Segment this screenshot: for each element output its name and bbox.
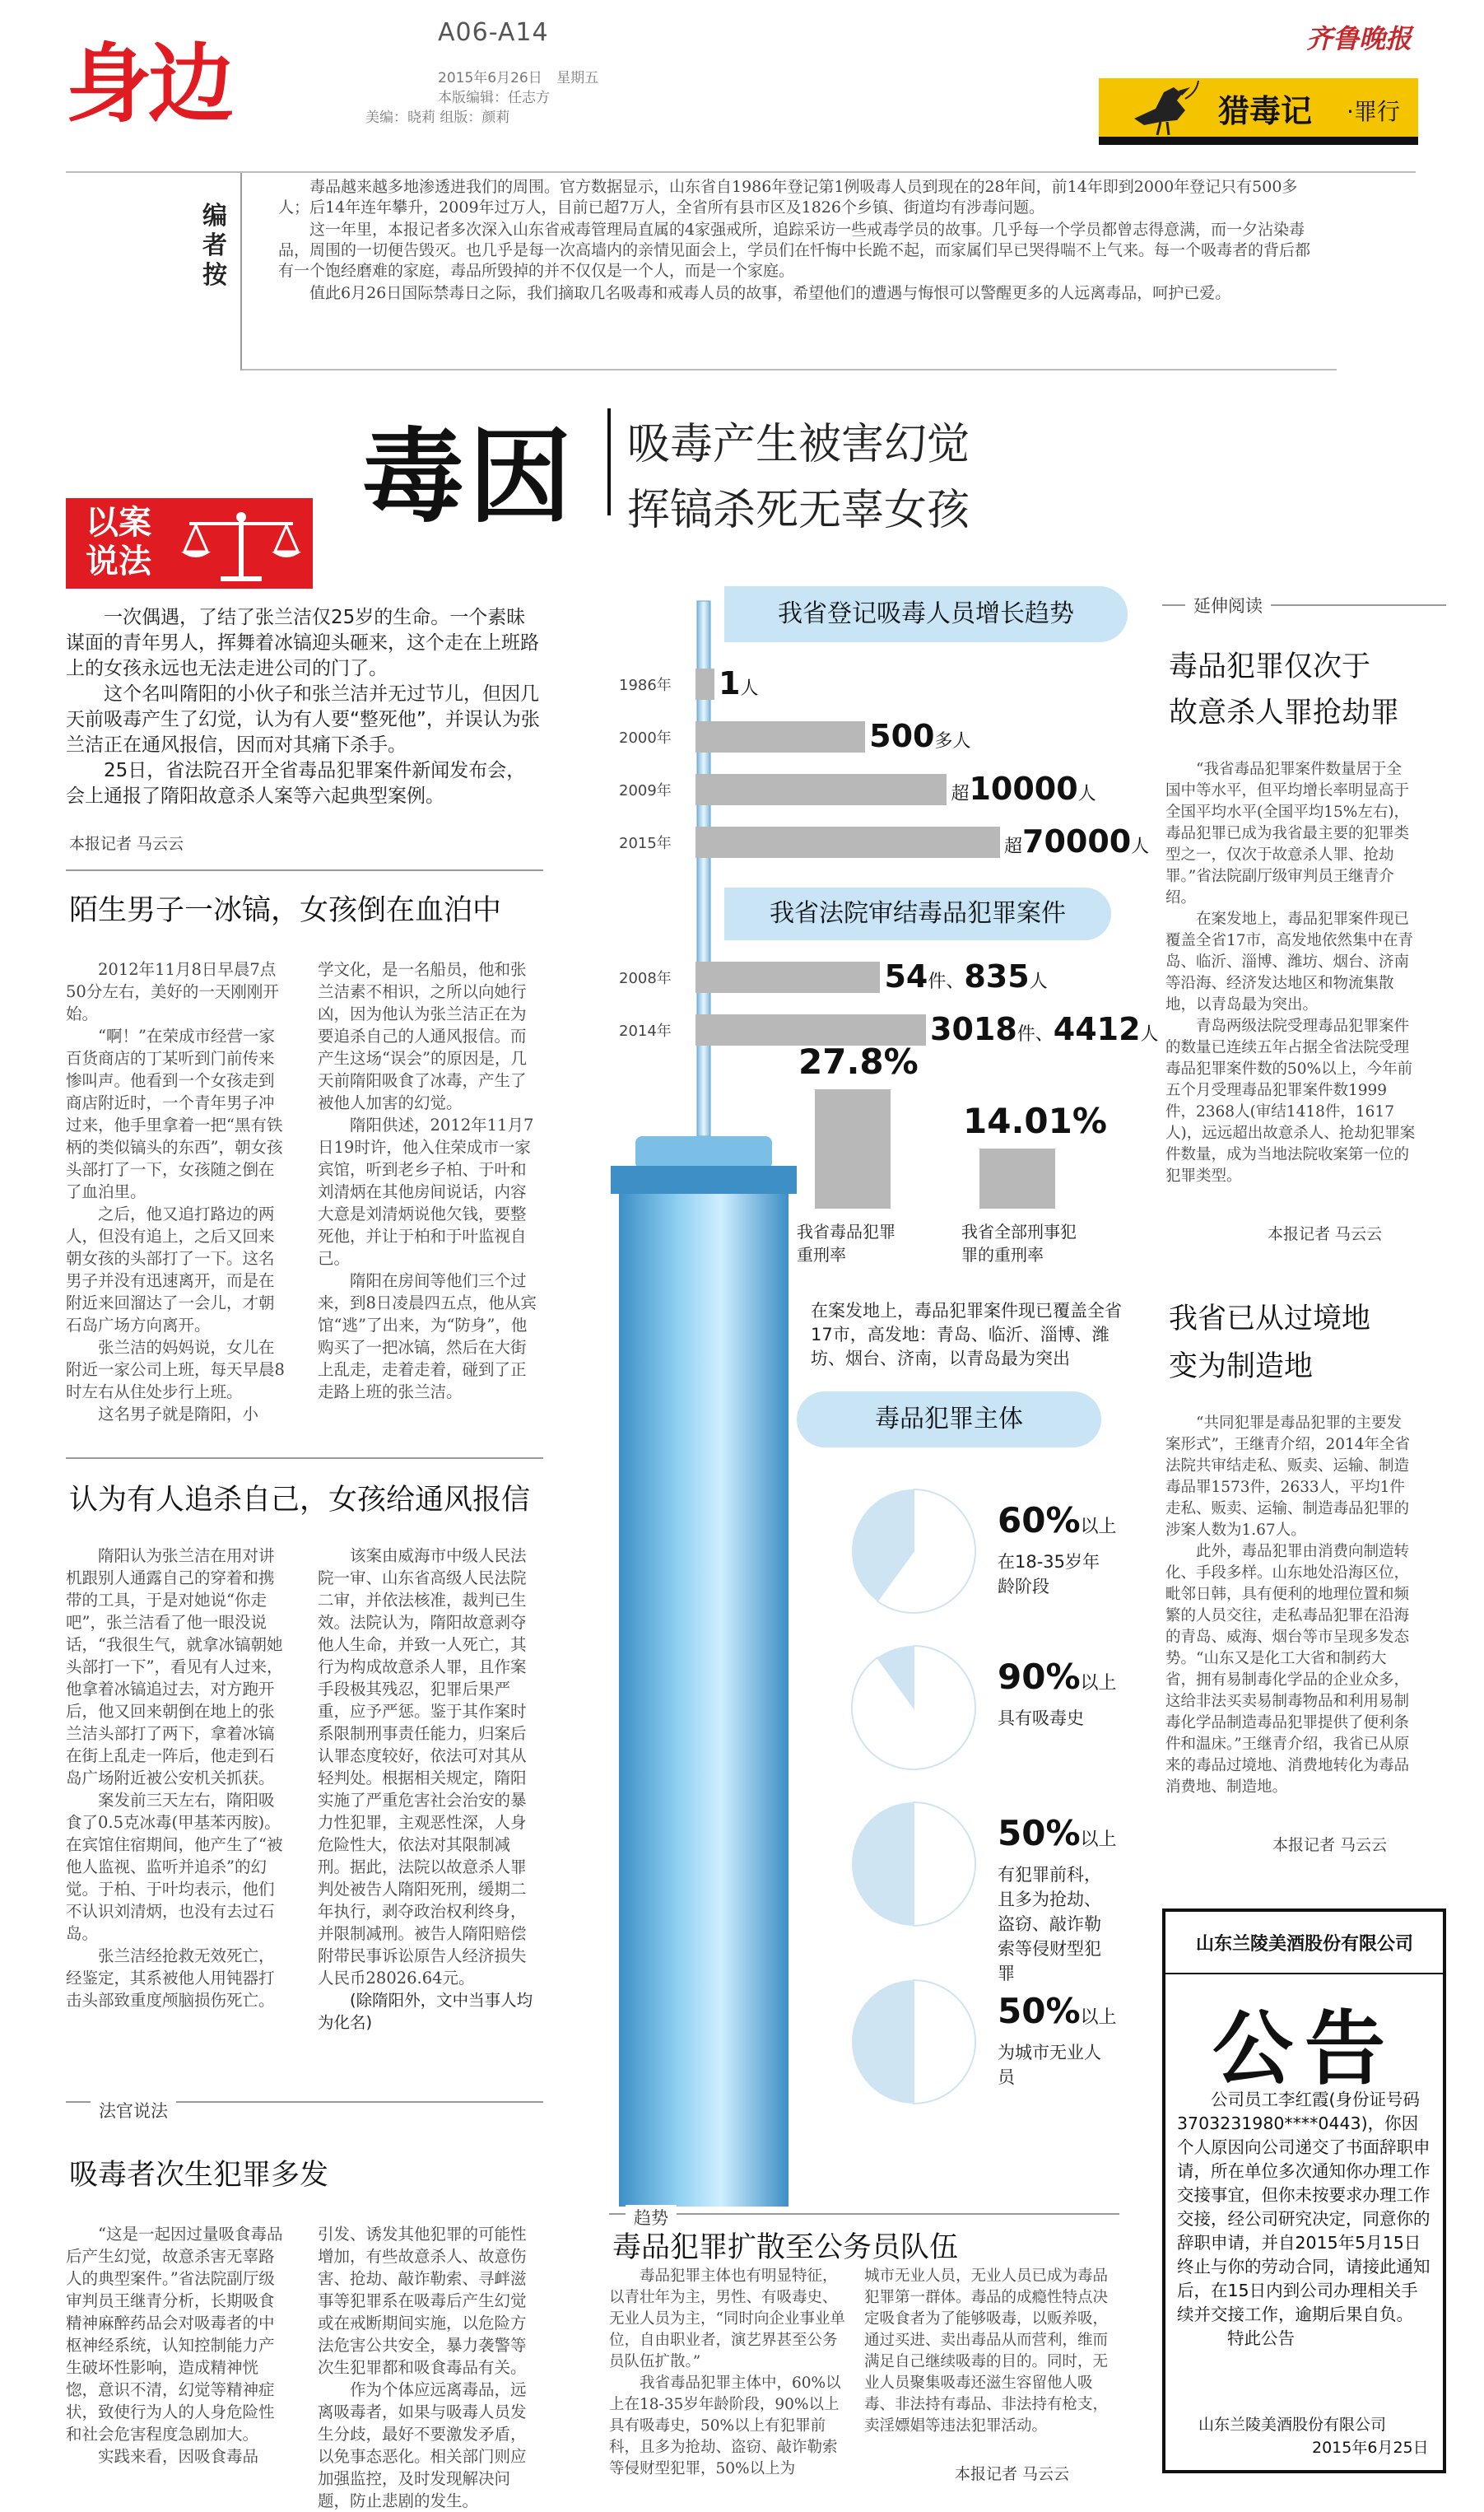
pct-number: 90% [998,1657,1081,1697]
paragraph: 实践来看，因吸食毒品 [98,2447,259,2466]
sidebar-tag: 延伸阅读 [1185,593,1271,618]
paragraph: 张兰洁经抢救无效死亡，经鉴定，其系被他人用钝器打击头部致重度颅脑损伤死亡。 [66,1946,275,2010]
paragraph: “共同犯罪是毒品犯罪的主要发案形式”，王继青介绍，2014年全省法院共审结走私、贩卖、运输、制造毒品罪1573件，2633人，平均1件走私、贩卖、运输、制造毒品犯罪的涉案人数为1.67人。 [1165,1414,1411,1539]
sidebar-heading-2a: 我省已从过境地 [1169,1303,1371,1335]
rate-label: 我省全部刑事犯罪的重刑率 [961,1222,1077,1265]
paragraph: 引发、诱发其他犯罪的可能性增加，有些故意杀人、故意伤害、抢劫、敲诈勒索、寻衅滋事等犯罪系在吸毒后产生幻觉或在戒断期间实施，以危险方法危害公共安全，暴力袭警等次生犯罪都和吸食毒品有关。 [318,2225,527,2377]
paragraph: 这名男子就是隋阳，小 [98,1405,259,1424]
subject-value [998,1813,1117,1853]
headline-sub-1: 吸毒产生被害幻觉 [627,420,970,469]
announcement-text: 公司员工李红霞(身份证号码3703231980****0443)，你因个人原因向公司递交了书面辞职申请，所在单位多次通知你办理工作交接事宜，但你未按要求办理工作交接，经公司研究决定，同意你的辞职申请，并自2015年5月15日终止与你的劳动合同，请接此通知后，在15日内到公司办理相关手续并交接工作，逾期后果自负。 [1177,2090,1431,2324]
intro-paragraph: 一次偶遇，了结了张兰洁仅25岁的生命。一个素昧谋面的青年男人，挥舞着冰镐迎头砸来，这个走在上班路上的女孩永远也无法走进公司的门了。 [66,607,539,679]
value-number: 3018 [930,1011,1017,1047]
pct-suffix: 以上 [1080,1673,1117,1694]
section-logo: 身边 [66,34,231,134]
paragraph: 之后，他又追打路边的两人，但没有追上，之后又回来朝女孩的头部打了一下。这名男子并没有迅速离开，而是在附近来回溜达了一会儿，才朝石岛广场方向离开。 [66,1205,275,1335]
intro-paragraph: 这个名叫隋阳的小伙子和张兰洁并无过节儿，但因几天前吸毒产生了幻觉，认为有人要“整死他”，并误认为张兰洁正在通风报信，因而对其痛下杀手。 [66,683,540,756]
section1-heading: 陌生男子一冰镐，女孩倒在血泊中 [69,894,502,927]
paragraph: 毒品犯罪主体也有明显特征，以青壮年为主，男性、有吸毒史、无业人员为主，“同时向企业事业单位，自由职业者，演艺界甚至公务员队伍扩散。” [609,2267,845,2370]
pct-number: 60% [998,1500,1081,1540]
scales-icon [179,510,303,585]
year-label: 2000年 [619,729,672,747]
headline-sub-2: 挥镐杀死无辜女孩 [627,486,970,535]
intro [66,605,543,809]
pct-number: 50% [998,1991,1081,2031]
value-number: 10000 [969,771,1078,807]
chart-title-subjects: 毒品犯罪主体 [797,1391,1101,1447]
subject-pie [844,1972,984,2112]
paragraph: “啊！”在荣成市经营一家百货商店的丁某听到门前传来惨叫声。他看到一个女孩走到商店附近时，一个青年男子冲过来，他手里拿着一把“黑有铁柄的类似镐头的东西”，朝女孩头部打了一下，女孩随之倒在了血泊里。 [66,1027,283,1201]
paragraph: “这是一起因过量吸食毒品后产生幻觉，故意杀害无辜路人的典型案件。”省法院副厅级审判员王继青分析，长期吸食精神麻醉药品会对吸毒者的中枢神经系统，认知控制能力产生破坏性影响，造成精神恍惚，意识不清，幻觉等精神症状，致使行为人的人身危险性和社会危害程度急剧加大。 [66,2225,283,2444]
section3-column-1 [66,2223,286,2468]
trend-column-1 [609,2266,852,2480]
users-bar [695,774,947,805]
pct-suffix: 以上 [1080,1829,1117,1850]
value-unit: 人 [1131,837,1150,857]
value-unit: 多人 [934,731,971,752]
rate-bar [815,1089,891,1209]
pie-slice [914,1802,975,1926]
subject-pie [844,1638,984,1778]
paragraph: 案发前三天左右，隋阳吸食了0.5克冰毒(甲基苯丙胺)。在宾馆住宿期间，他产生了“被他人监视、监听并追杀”的幻觉。于柏、于叶均表示，他们不认识刘清炳，也没有去过石岛。 [66,1791,283,1943]
paragraph: 该案由威海市中级人民法院一审、山东省高级人民法院二审，并依法核准，裁判已生效。法院认为，隋阳故意剥夺他人生命，并致一人死亡，其行为构成故意杀人罪，且作案手段极其残忍，犯罪后果严重，应予严惩。鉴于其作案时系限制刑事责任能力，归案后认罪态度较好，依法可对其从轻判处。根据相关规定，隋阳实施了严重危害社会治安的暴力性犯罪，主观恶性深，人身危险性大，依法对其限制减刑。据此，法院以故意杀人罪判处被告人隋阳死刑，缓期二年执行，剥夺政治权利终身，并限制减刑。被告人隋阳赔偿附带民事诉讼原告人经济损失人民币28026.64元。 [318,1546,527,1988]
issue-date [438,66,598,86]
cases-bar [695,1014,926,1046]
case-badge-label: 以案说法 [86,504,151,580]
pie-slice [852,1646,975,1769]
pct-number: 50% [998,1813,1081,1853]
editor-credit: 本版编辑：任志方 [438,90,550,106]
pct-suffix: 以上 [1080,2007,1117,2028]
paragraph: 隋阳认为张兰洁在用对讲机跟别人通露自己的穿着和携带的工具，于是对她说“你走吧”，张兰洁看了他一眼没说话，“我很生气，就拿冰镐朝她头部打一下”，看见有人过来，他拿着冰镐追过去，对方跑开后，他又回来朝倒在地上的张兰洁头部打了两下，拿着冰镐在街上乱走一阵后，他走到石岛广场附近被公安机关抓获。 [66,1546,283,1787]
value-prefix: 超 [951,784,970,804]
subject-value [998,1500,1117,1540]
bird-icon [1128,76,1202,137]
subject-value [998,1991,1117,2031]
sidebar-body-2 [1165,1413,1417,1798]
trend-tag: 趋势 [626,2205,677,2230]
value-number: 4412 [1053,1011,1141,1047]
sidebar-heading-1b: 故意杀人罪抢劫罪 [1169,697,1400,729]
sidebar-heading-1a: 毒品犯罪仅次于 [1169,650,1371,683]
subject-pie [844,1794,984,1934]
value-number: 54 [884,958,928,995]
announcement-title: 公告 [1212,2002,1397,2096]
value-number: 1 [718,665,741,701]
subject-desc: 有犯罪前科，且多为抢劫、盗窃、敲诈勒索等侵财型犯罪 [998,1865,1101,1983]
section3-heading: 吸毒者次生犯罪多发 [69,2159,329,2192]
sidebar-byline-2: 本报记者 马云云 [1272,1836,1388,1854]
users-value-label [869,718,970,754]
section2-heading: 认为有人追杀自己，女孩给通风报信 [69,1484,531,1517]
section3-tag: 法官说法 [91,2098,176,2123]
subject-value [998,1657,1117,1697]
editor-note-paragraph: 值此6月26日国际禁毒日之际，我们摘取几名吸毒和戒毒人员的故事，希望他们的遭遇与悔恨可以警醒更多的人远离毒品，呵护已爱。 [309,284,1231,302]
section1-column-2 [318,958,538,1403]
cases-value-label [930,1011,1159,1047]
subject-desc: 为城市无业人员 [998,2043,1101,2087]
paragraph: 2012年11月8日早晨7点50分左右，美好的一天刚刚开始。 [66,960,279,1023]
paragraph: 城市无业人员，无业人员已成为毒品犯罪第一群体。毒品的成瘾性特点决定吸食者为了能够吸毒，以贩养吸，通过买进、卖出毒品从而营利，维而满足自己继续吸毒的目的。同时，无业人员聚集吸毒还滋生容留他人吸毒、非法持有毒品、非法持有枪支，卖淫嫖娼等违法犯罪活动。 [864,2267,1109,2435]
users-bar [695,827,1000,858]
intro-paragraph: 25日，省法院召开全省毒品犯罪案件新闻发布会，会上通报了隋阳故意杀人案等六起典型案例。 [66,760,526,807]
rate-label: 我省毒品犯罪重刑率 [797,1222,896,1265]
users-bar [695,669,714,700]
paragraph: 学文化，是一名船员，他和张兰洁素不相识，之所以向她行凶，因为他认为张兰洁正在为要追杀自己的人通风报信。而产生这场“误会”的原因是，几天前隋阳吸食了冰毒，产生了被他人加害的幻觉。 [318,960,527,1112]
cases-value-label [884,958,1047,995]
design-credit: 美编：晓莉 组版：颜莉 [365,110,510,126]
pct-suffix: 以上 [1080,1517,1117,1537]
announcement-rule [1165,1973,1443,1974]
paragraph: 张兰洁的妈妈说，女儿在附近一家公司上班，每天早晨8时左右从住处步行上班。 [66,1338,285,1401]
rate-value: 14.01% [963,1101,1107,1142]
users-value-label [719,665,758,701]
paragraph: 隋阳在房间等他们三个过来，到8日凌晨四五点，他从宾馆“逃”了出来，为“防身”，他购买了一把冰镐，然后在大街上乱走，走着走着，碰到了正走路上班的张兰洁。 [318,1271,537,1401]
users-value-label [1004,823,1149,860]
value-number: 500 [869,718,935,754]
subject-desc: 具有吸毒史 [998,1708,1084,1728]
value-prefix: 超 [1004,837,1023,857]
weekday: 星期五 [556,70,599,86]
value-number: 835 [964,958,1030,995]
section-rule [66,869,543,871]
announcement-date: 2015年6月25日 [1312,2439,1429,2457]
column-subname: ·罪行 [1347,98,1400,125]
announcement-sign: 山东兰陵美酒股份有限公司 [1198,2416,1387,2434]
chart-title-users: 我省登记吸毒人员增长趋势 [724,586,1128,642]
value-unit: 人 [1029,972,1048,992]
section3-column-2 [318,2223,538,2512]
year-label: 2014年 [619,1023,672,1040]
year-label: 2015年 [619,835,672,852]
main-headline: 毒因 [362,418,577,537]
paragraph: (除隋阳外，文中当事人均为化名) [318,1991,533,2032]
value-unit: 人 [1140,1024,1159,1045]
headline-divider [607,408,611,515]
announcement-company: 山东兰陵美酒股份有限公司 [1195,1934,1413,1955]
paragraph: 作为个体应远离毒品，远离吸毒者，如果与吸毒人员发生分歧，最好不要激发矛盾，以免事态恶化。相关部门则应加强监控，及时发现解决问题，防止悲剧的发生。 [318,2380,527,2510]
sidebar-heading-2b: 变为制造地 [1169,1350,1314,1383]
paragraph: “我省毒品犯罪案件数量居于全国中等水平，但平均增长率明显高于全国平均水平(全国平均15%左右)，毒品犯罪已成为我省最主要的犯罪类型之一，仅次于故意杀人罪、抢劫罪。”省法院副厅级审判员王继青介绍。 [1165,761,1410,906]
section-rule [66,1457,543,1459]
date: 2015年6月26日 [438,70,542,86]
pie-slice [914,1980,975,2104]
trend-heading: 毒品犯罪扩散至公务员队伍 [612,2231,959,2264]
value-unit: 人 [1077,784,1096,804]
users-bar [695,721,865,753]
chart-title-cases: 我省法院审结毒品犯罪案件 [724,888,1111,940]
subject-pie [844,1481,984,1621]
editor-note-paragraph: 这一年里，本报记者多次深入山东省戒毒管理局直属的4家强戒所，追踪采访一些戒毒学员的故事。几乎每一个学员都曾志得意满，而一夕沾染毒品，周围的一切便告毁灭。也几乎是每一次高墙内的亲情见面会上，学员们在忏悔中长跪不起，而家属们早已哭得喘不上气来。每一个吸毒者的背后都有一个饱经磨难的家庭，毒品所毁掉的并不仅仅是一个人，而是一个家庭。 [278,221,1311,280]
users-value-label [951,771,1096,807]
subject-desc: 在18-35岁年龄阶段 [998,1552,1100,1596]
sidebar-byline-1: 本报记者 马云云 [1268,1225,1383,1243]
paragraph: 此外，毒品犯罪由消费向制造转化、手段多样。山东地处沿海区位，毗邻日韩，具有便利的地理位置和频繁的人员交往，走私毒品犯罪在沿海的青岛、威海、烟台等市呈现多发态势。“山东又是化工大省和制药大省，拥有易制毒化学品的企业众多，这给非法买卖易制毒物品和利用易制毒化学品制造毒品犯罪提供了便利条件和温床。”王继青介绍，我省已从原来的毒品过境地、消费地转化为毒品消费地、制造地。 [1165,1543,1410,1796]
section2-column-2 [318,1545,538,2034]
section2-column-1 [66,1545,286,2011]
column-banner-stripe [1099,137,1418,145]
column-name: 猎毒记 [1218,93,1313,129]
value-number: 70000 [1022,823,1132,860]
sidebar-body-1 [1165,759,1417,1187]
announcement-closing: 特此公告 [1227,2328,1295,2348]
year-label: 2009年 [619,782,672,799]
trend-column-2 [864,2266,1111,2437]
editor-note-paragraph: 毒品越来越多地渗透进我们的周围。官方数据显示，山东省自1986年登记第1例吸毒人员到现在的28年间，前14年即到2000年登记只有500多人；后14年连年攀升，2009年过万人，目前已超7万人，全省所有县市区及1826个乡镇、街道均有涉毒问题。 [278,178,1298,217]
value-unit: 件、 [928,972,965,992]
year-label: 1986年 [619,677,672,694]
announcement-body [1177,2088,1432,2351]
value-unit: 件、 [1016,1024,1054,1045]
paragraph: 青岛两级法院受理毒品犯罪案件的数量已连续五年占据全省法院受理毒品犯罪案件数的50%以上，今年前五个月受理毒品犯罪案件数1999件，2368人(审结1418件，1617人)，远远超出故意杀人、抢劫犯罪案件数量，成为当地法院收案第一位的犯罪类型。 [1165,1018,1416,1185]
rate-bar [979,1149,1055,1209]
editor-note-label: 编者按 [202,202,227,290]
paragraph: 隋阳供述，2012年11月7日19时许，他入住荣成市一家宾馆，听到老乡子柏、于叶和刘清炳在其他房间说话，内容大意是刘清炳说他欠钱，要整死他，并让于柏和于叶监视自己。 [318,1116,534,1268]
page-range: A06-A14 [438,18,549,47]
paragraph: 在案发地上，毒品犯罪案件现已覆盖全省17市，高发地依然集中在青岛、临沂、淄博、潍坊、烟台、济南等沿海、经济发达地区和物流集散地，以青岛最为突出。 [1165,911,1414,1014]
year-label: 2008年 [619,970,672,987]
value-unit: 人 [740,678,759,699]
cases-bar [695,962,880,993]
rate-value: 27.8% [798,1042,919,1083]
paragraph: 我省毒品犯罪主体中，60%以上在18-35岁年龄阶段，90%以上具有吸毒史，50%以上有犯罪前科，且多为抢劫、盗窃、敲诈勒索等侵财型犯罪，50%以上为 [609,2375,841,2477]
location-text: 在案发地上，毒品犯罪案件现已覆盖全省17市，高发地：青岛、临沂、淄博、潍坊、烟台、济南，以青岛最为突出 [811,1301,1122,1368]
newspaper-name: 齐鲁晚报 [1305,23,1412,54]
section1-column-1 [66,958,286,1425]
editor-note-text [278,177,1324,305]
trend-byline: 本报记者 马云云 [955,2465,1070,2483]
section-rule [609,2213,1119,2215]
intro-byline: 本报记者 马云云 [69,835,184,853]
